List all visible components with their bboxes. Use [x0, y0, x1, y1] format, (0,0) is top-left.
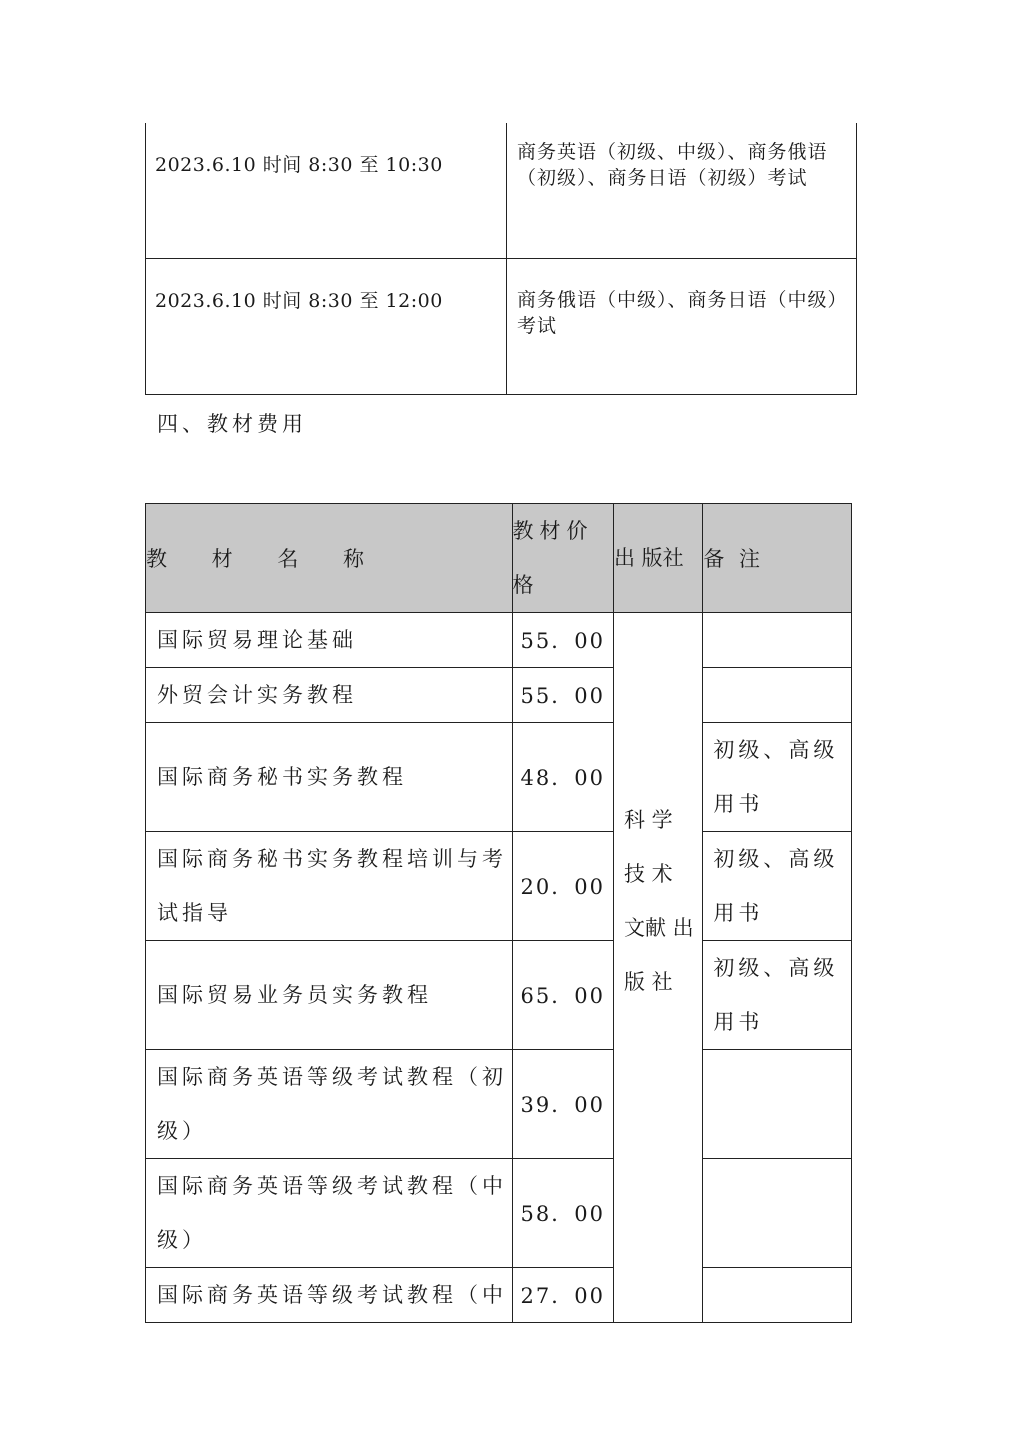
- publisher-name: 科 学 技 术 文献 出 版 社: [623, 808, 694, 994]
- table-row: [146, 613, 852, 668]
- table-row: [146, 941, 852, 1050]
- book-name: 国际贸易理论基础: [146, 613, 513, 668]
- table-row: [146, 832, 852, 941]
- schedule-row: [146, 123, 857, 259]
- book-price: 55．00: [512, 668, 613, 723]
- exam-schedule-table: [145, 123, 857, 395]
- book-price: 48．00: [512, 723, 613, 832]
- book-note: [703, 668, 852, 723]
- book-note: 初级、高级用书: [703, 941, 852, 1050]
- table-row: [146, 723, 852, 832]
- book-name: 国际贸易业务员实务教程: [146, 941, 513, 1050]
- book-price: 65．00: [512, 941, 613, 1050]
- book-note: [703, 1159, 852, 1268]
- book-price: 55．00: [512, 613, 613, 668]
- book-name: 国际商务英语等级考试教程（中: [146, 1268, 513, 1323]
- exam-time: 2023.6.10 时间 8:30 至 12:00: [146, 259, 507, 395]
- header-publisher: 出 版社: [613, 504, 702, 613]
- book-name: 国际商务秘书实务教程培训与考试指导: [146, 832, 513, 941]
- book-note: [703, 1050, 852, 1159]
- book-name: 外贸会计实务教程: [146, 668, 513, 723]
- book-note: [703, 613, 852, 668]
- book-note: [703, 1268, 852, 1323]
- book-note: 初级、高级用书: [703, 832, 852, 941]
- table-row: [146, 1268, 852, 1323]
- exam-subjects: 商务俄语（中级）、商务日语（中级）考试: [507, 259, 857, 395]
- header-book-name: 教 材 名 称: [146, 504, 513, 613]
- book-price: 20．00: [512, 832, 613, 941]
- table-row: [146, 1050, 852, 1159]
- section-heading: 四、教材费用: [157, 412, 307, 436]
- exam-subjects: 商务英语（初级、中级）、商务俄语（初级）、商务日语（初级）考试: [507, 123, 857, 259]
- schedule-row: [146, 259, 857, 395]
- book-note: 初级、高级用书: [703, 723, 852, 832]
- publisher-cell: [613, 613, 702, 1323]
- exam-time: 2023.6.10 时间 8:30 至 10:30: [146, 123, 507, 259]
- book-name: 国际商务英语等级考试教程（中级）: [146, 1159, 513, 1268]
- table-header-row: [146, 504, 852, 613]
- book-price: 39．00: [512, 1050, 613, 1159]
- table-row: [146, 668, 852, 723]
- table-row: [146, 1159, 852, 1268]
- textbook-fee-table: [145, 503, 852, 1323]
- book-name: 国际商务英语等级考试教程（初级）: [146, 1050, 513, 1159]
- book-price: 27．00: [512, 1268, 613, 1323]
- book-name: 国际商务秘书实务教程: [146, 723, 513, 832]
- header-book-price: 教材价格: [512, 504, 613, 613]
- header-note: 备 注: [703, 504, 852, 613]
- book-price: 58．00: [512, 1159, 613, 1268]
